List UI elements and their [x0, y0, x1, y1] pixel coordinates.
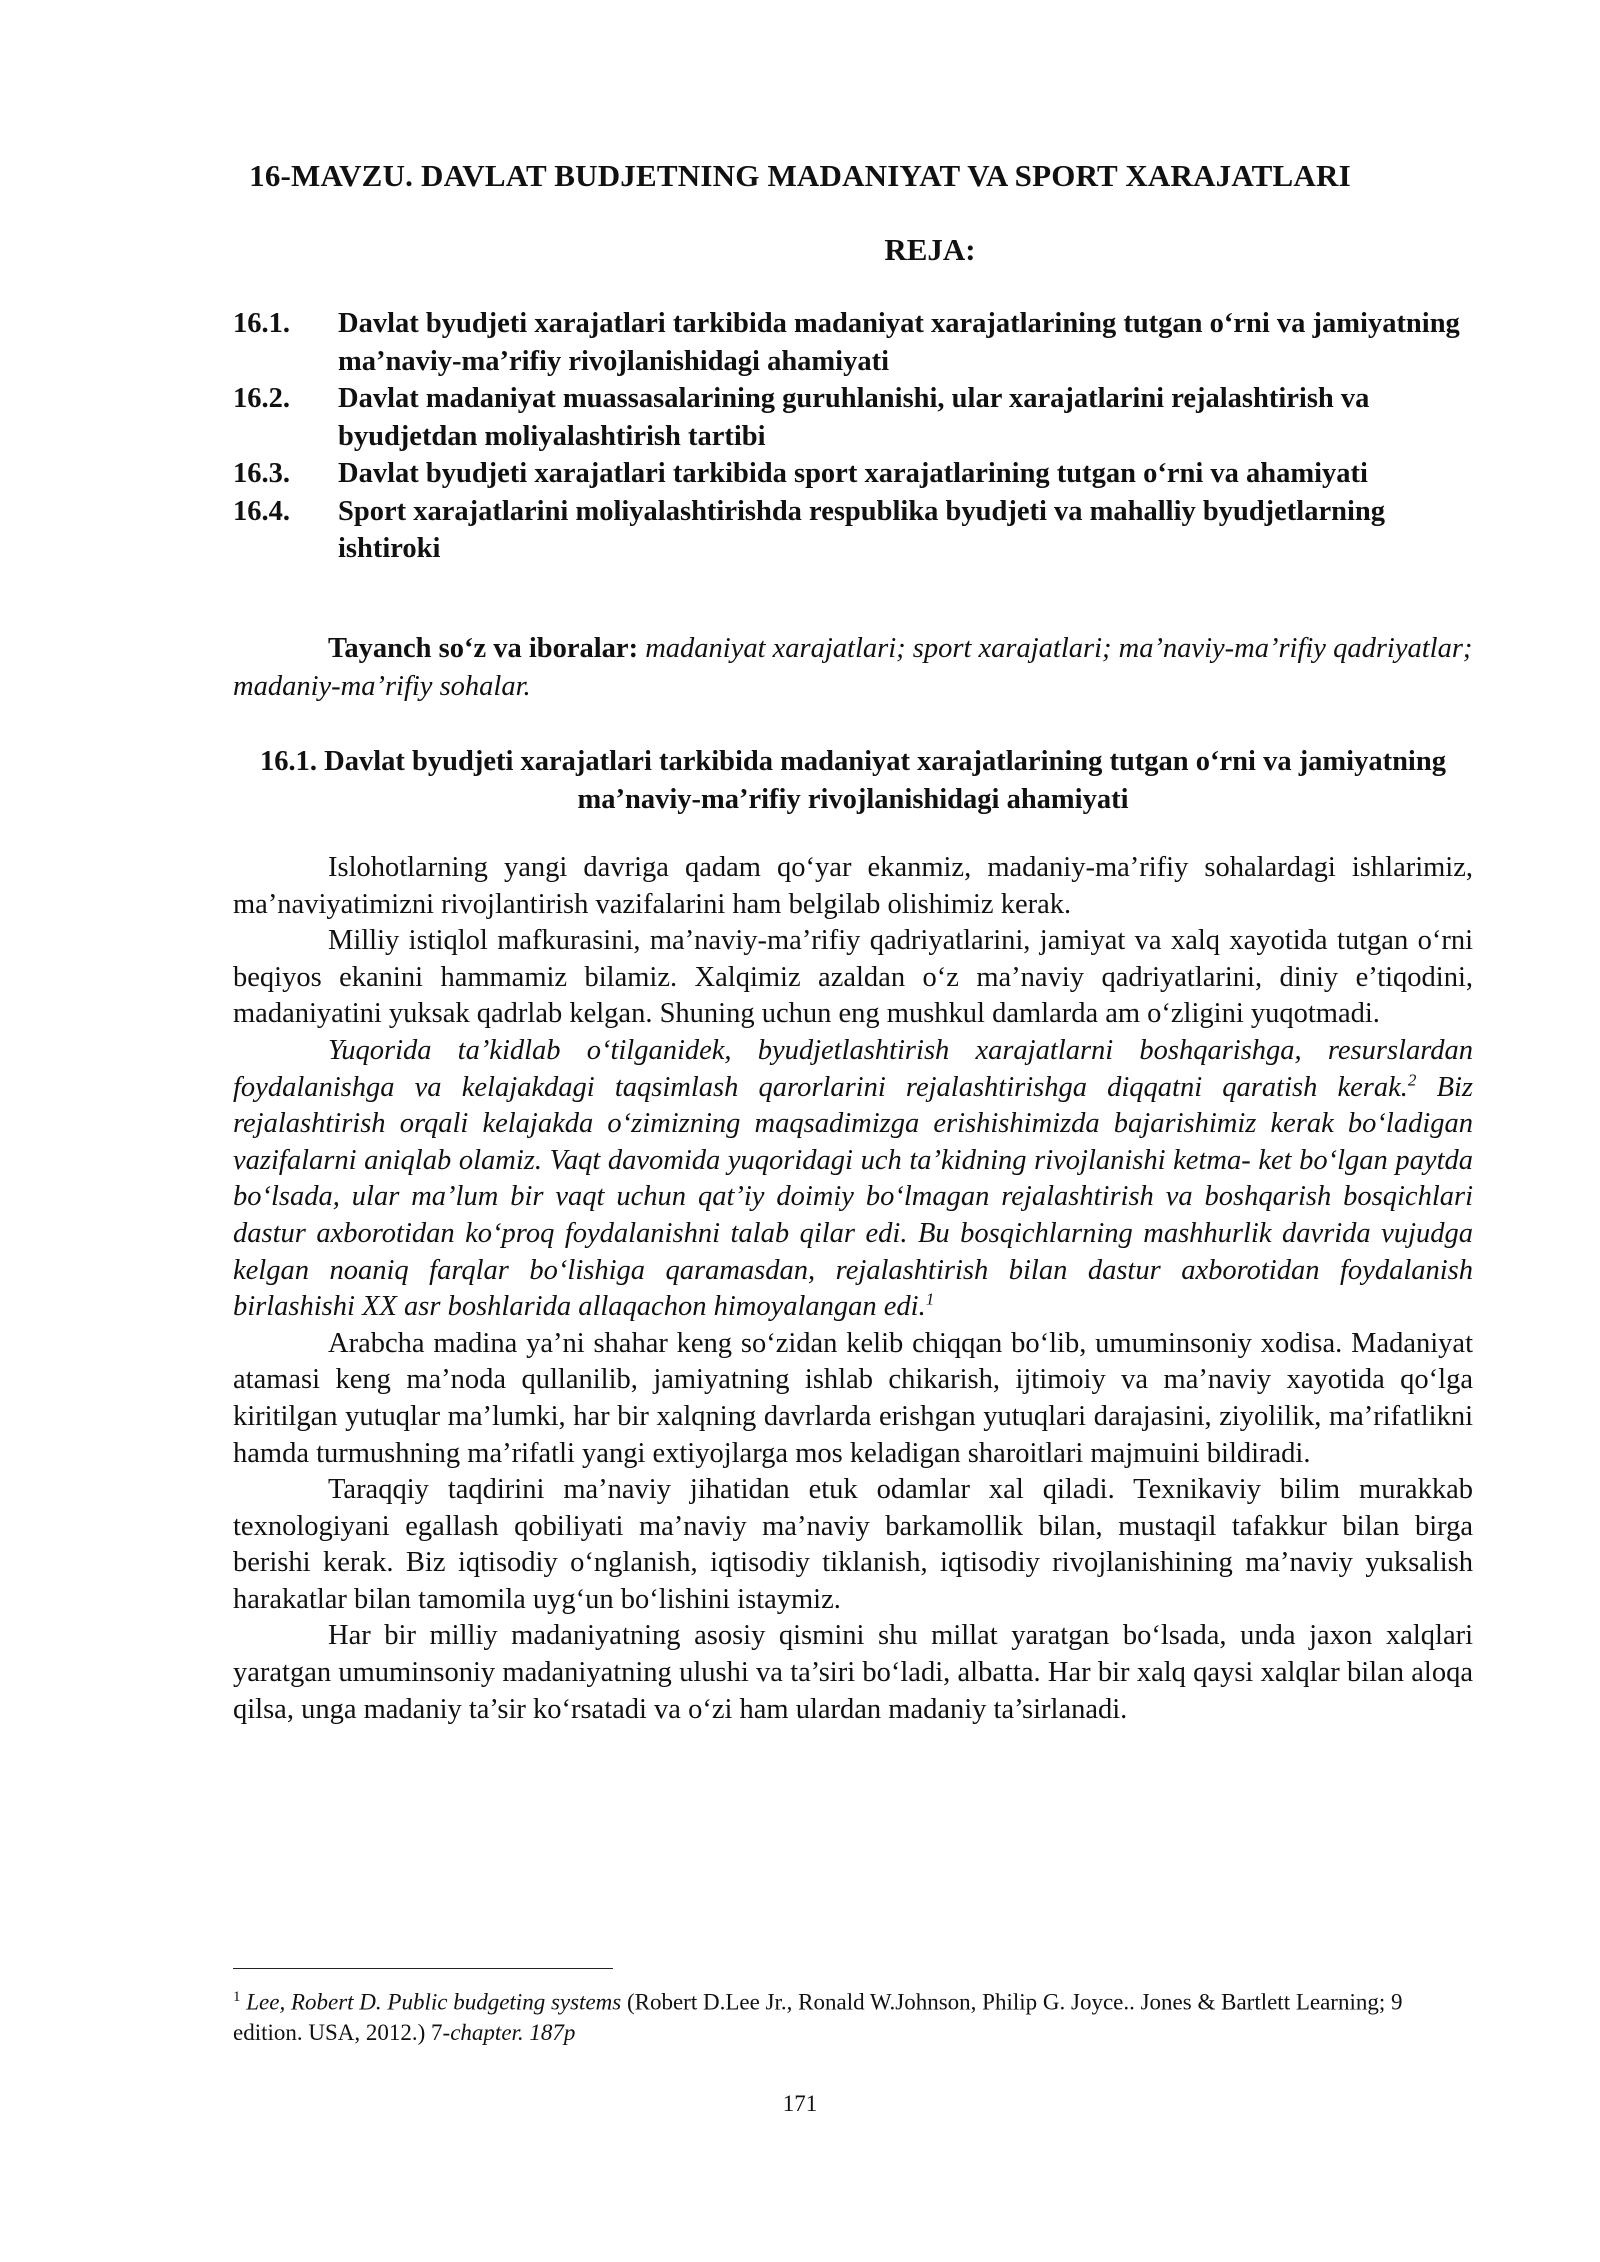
paragraph-part: Biz rejalashtirish orqali kelajakda o‘zimizning maqsadimizga erishishimizda bajarishimiz kerak bo‘ladigan vazifalarni aniqlab olamiz. Vaqt davomida yuqoridagi uch ta’kidning rivojlanishi ketma- ket bo‘lgan paytda bo‘lsada, ular ma’lum bir vaqt uchun qat’iy doimiy bo‘lmagan rejalashtirish va boshqarish bosqichlari dastur axborotidan ko‘proq foydalanishni talab qilar edi. Bu bosqichlarning mashhurlik davrida vujudga kelgan noaniq farqlar bo‘lishiga qaramasdan, rejalashtirish bilan dastur axborotidan foydalanish birlashishi XX asr boshlarida allaqachon himoyalangan edi. — [233, 1071, 1473, 1323]
plan-item — [233, 455, 1473, 493]
footnote-citation: Lee, Robert D. Public budgeting systems — [246, 1989, 622, 2015]
section-heading: 16.1. Davlat byudjeti xarajatlari tarkibida madaniyat xarajatlarining tutgan o‘rni va jamiyatning ma’naviy-ma’rifiy rivojlanishidagi ahamiyati — [260, 746, 1446, 815]
plan-item — [233, 380, 1473, 455]
footnote-mark: 1 — [233, 1989, 241, 2005]
plan-item — [233, 305, 1473, 380]
plan-list — [233, 305, 1473, 568]
page-number: 171 — [782, 2091, 818, 2116]
footnote-pages: chapter. 187p — [450, 2019, 576, 2045]
paragraph: Milliy istiqlol mafkurasini, ma’naviy-ma’rifiy qadriyatlarini, jamiyat va xalq xayotida tutgan o‘rni beqiyos ekanini hammamiz bilamiz. Xalqimiz azaldan o‘z ma’naviy qadriyatlarini, diniy e’tiqodini, madaniyatini yuksak qadrlab kelgan. Shuning uchun eng mushkul damlarda am o‘zligini yuqotmadi. — [233, 925, 1473, 1030]
keywords-label: Tayanch so‘z va iboralar: — [328, 633, 639, 664]
plan-item-text: Davlat byudjeti xarajatlari tarkibida madaniyat xarajatlarining tutgan o‘rni va jamiyatning ma’naviy-ma’rifiy rivojlanishidagi ahamiyati — [338, 308, 1460, 377]
keywords-text: madaniyat xarajatlari; sport xarajatlari; ma’naviy-ma’rifiy qadriyatlar; madaniy-ma’rifiy sohalar. — [233, 633, 1473, 702]
paragraph: Har bir milliy madaniyatning asosiy qismini shu millat yaratgan bo‘lsada, unda jaxon xalqlari yaratgan umuminsoniy madaniyatning ulushi va ta’siri bo‘ladi, albatta. Har bir xalq qaysi xalqlar bilan aloqa qilsa, unga madaniy ta’sir ko‘rsatadi va o‘zi ham ulardan madaniy ta’sirlanadi. — [233, 1620, 1473, 1725]
footnote — [233, 1982, 1473, 2048]
paragraph: Islohotlarning yangi davriga qadam qo‘yar ekanmiz, madaniy-ma’rifiy sohalardagi ishlarimiz, ma’naviyatimizni rivojlantirish vazifalarini ham belgilab olishimiz kerak. — [233, 852, 1473, 920]
paragraph: Arabcha madina ya’ni shahar keng so‘zidan kelib chiqqan bo‘lib, umuminsoniy xodisa. Madaniyat atamasi keng ma’noda qullanilib, jamiyatning ishlab chikarish, ijtimoiy va ma’naviy xayotida qo‘lga kiritilgan yutuqlar ma’lumki, har bir xalqning davrlarda erishgan yutuqlari darajasini, ziyolilik, ma’rifatlikni hamda turmushning ma’rifatli yangi extiyojlarga mos keladigan sharoitlari majmuini bildiradi. — [233, 1327, 1473, 1469]
footnote-details: (Robert D.Lee Jr., Ronald W.Johnson, Philip G. Joyce.. Jones & Bartlett Learning; 9 edition. USA, 2012.) 7- — [233, 1989, 1403, 2045]
plan-item-text: Sport xarajatlarini moliyalashtirishda respublika byudjeti va mahalliy byudjetlarning ishtiroki — [338, 495, 1385, 564]
keywords-paragraph — [233, 630, 1473, 705]
plan-heading: REJA: — [884, 232, 976, 267]
plan-item-text: Davlat byudjeti xarajatlari tarkibida sport xarajatlarining tutgan o‘rni va ahamiyati — [338, 458, 1368, 489]
paragraph: Taraqqiy taqdirini ma’naviy jihatidan etuk odamlar xal qiladi. Texnikaviy bilim murakkab texnologiyani egallash qobiliyati ma’naviy ma’naviy barkamollik bilan, mustaqil tafakkur bilan birga berishi kerak. Biz iqtisodiy o‘nglanish, iqtisodiy tiklanish, iqtisodiy rivojlanishining ma’naviy yuksalish harakatlar bilan tamomila uyg‘un bo‘lishini istaymiz. — [233, 1474, 1473, 1615]
body-text — [233, 850, 1473, 1728]
footnote-ref[interactable]: 2 — [1407, 1070, 1417, 1090]
paragraph-part: Yuqorida ta’kidlab o‘tilganidek, byudjetlashtirish xarajatlarni boshqarishga, resurslardan foydalanishga va kelajakdagi taqsimlash qarorlarini rejalashtirishga diqqatni qaratish kerak. — [233, 1034, 1473, 1103]
plan-item-number: 16.4. — [233, 495, 290, 527]
footnote-ref[interactable]: 1 — [925, 1289, 935, 1309]
paragraph-italic — [233, 1033, 1473, 1326]
plan-item-number: 16.1. — [233, 308, 290, 339]
footnote-divider — [233, 1968, 613, 1969]
plan-item-text: Davlat madaniyat muassasalarining guruhlanishi, ular xarajatlarini rejalashtirish va byudjetdan moliyalashtirish tartibi — [338, 383, 1370, 452]
plan-item — [233, 493, 1473, 568]
page-title: 16-MAVZU. DAVLAT BUDJETNING MADANIYAT VA SPORT XARAJATLARI — [249, 158, 1351, 193]
plan-item-number: 16.2. — [233, 383, 290, 414]
plan-item-number: 16.3. — [233, 458, 290, 489]
